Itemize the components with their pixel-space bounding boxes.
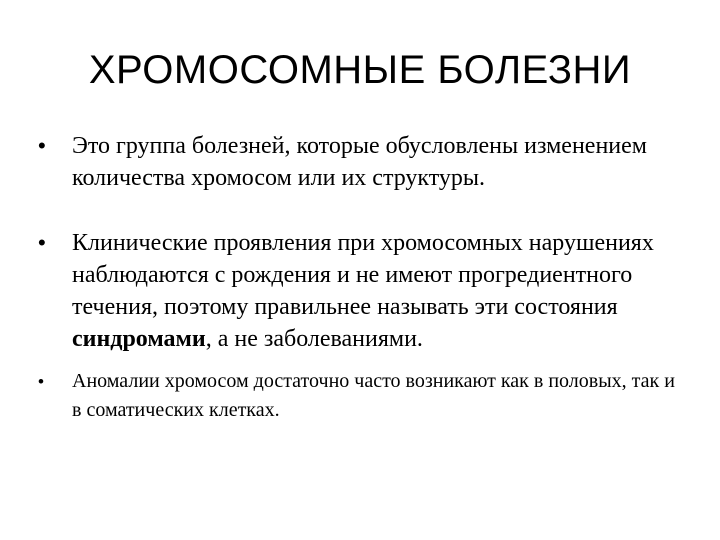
bullet-marker: • xyxy=(38,133,46,158)
bullet-text-start: Клинические проявления при хромосомных нарушениях наблюдаются с рождения и не имеют прогредиентного течения, поэтому правильнее называть эти состояния xyxy=(72,230,654,320)
bullet-item xyxy=(38,367,678,425)
bullet-item xyxy=(38,227,678,355)
bullet-text: Это группа болезней, которые обусловлены изменением количества хромосом или их структуры. xyxy=(72,133,647,191)
bullet-bold-term: синдромами xyxy=(72,326,206,352)
bullet-list xyxy=(38,130,678,425)
slide-title: ХРОМОСОМНЫЕ БОЛЕЗНИ xyxy=(88,48,632,92)
bullet-marker: • xyxy=(38,372,44,391)
bullet-text: Аномалии хромосом достаточно часто возникают как в половых, так и в соматических клетках. xyxy=(72,370,675,421)
bullet-marker: • xyxy=(38,230,46,255)
bullet-item xyxy=(38,130,678,194)
bullet-text-end: , а не заболеваниями. xyxy=(205,326,423,352)
